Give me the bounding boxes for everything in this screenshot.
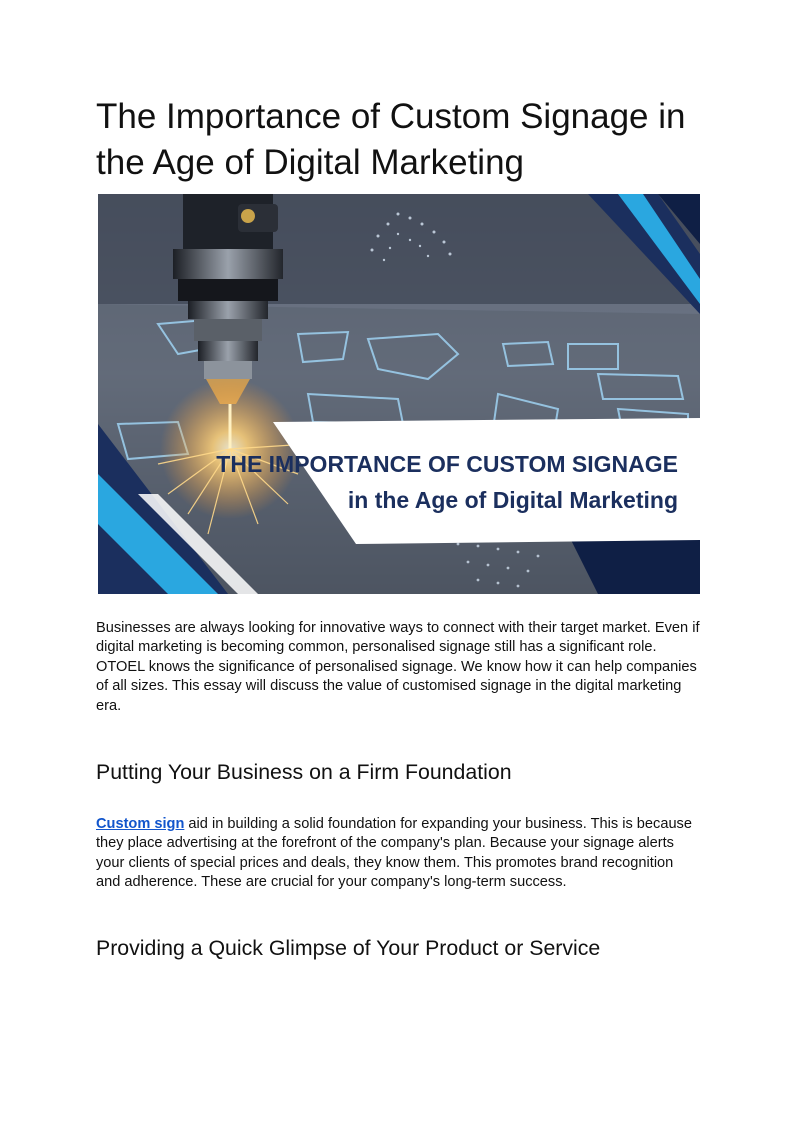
banner-subheadline: in the Age of Digital Marketing bbox=[347, 487, 678, 513]
hero-image bbox=[98, 194, 700, 594]
section-heading-foundation: Putting Your Business on a Firm Foundation bbox=[96, 760, 512, 784]
foundation-paragraph bbox=[96, 815, 700, 893]
banner-headline: THE IMPORTANCE OF CUSTOM SIGNAGE bbox=[216, 451, 678, 477]
custom-sign-link[interactable]: Custom sign bbox=[96, 816, 185, 832]
foundation-paragraph-text: aid in building a solid foundation for expanding your business. This is because they place advertising at the forefront of the company's plan. Because your signage alerts your clients of special prices and deals, they know them. This promotes brand recognition and adherence. These are crucial for your company's long-term success. bbox=[96, 816, 692, 891]
section-heading-glimpse: Providing a Quick Glimpse of Your Product or Service bbox=[96, 936, 601, 960]
intro-paragraph: Businesses are always looking for innovative ways to connect with their target market. Even if digital marketing is becoming common, personalised signage still has a significant role. OTOEL knows the significance of personalised signage. We know how it can help companies of all sizes. This essay will discuss the value of customised signage in the digital marketing era. bbox=[96, 620, 700, 714]
document-title: The Importance of Custom Signage in the Age of Digital Marketing bbox=[96, 97, 686, 182]
